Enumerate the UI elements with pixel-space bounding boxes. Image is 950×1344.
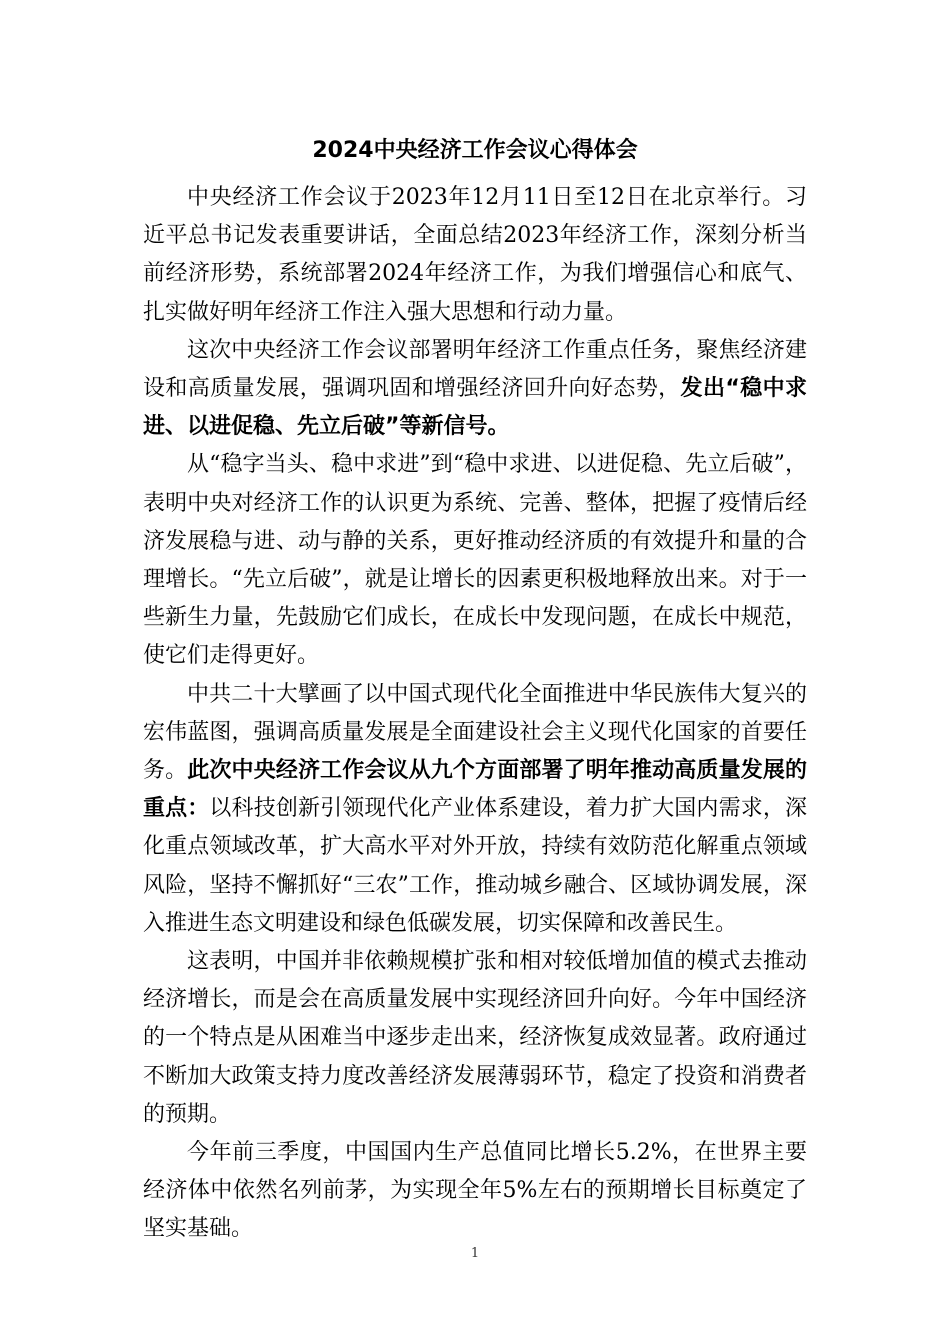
paragraph-text: 从“稳字当头、稳中求进”到“稳中求进、以进促稳、先立后破”，表明中央对经济工作的认识更为系统、完善、整体，把握了疫情后经济发展稳与进、动与静的关系，更好推动经济质的有效提升和量的合理增长。“先立后破”，就是让增长的因素更积极地释放出来。对于一些新生力量，先鼓励它们成长，在成长中发现问题，在成长中规范，使它们走得更好。 <box>143 452 807 669</box>
page-number: 1 <box>470 1246 480 1261</box>
paragraph-6 <box>143 1134 807 1249</box>
paragraph-3 <box>143 446 807 675</box>
paragraph-text: 这次中央经济工作会议部署明年经济工作重点任务，聚焦经济建设和高质量发展，强调巩固和增强经济回升向好态势， <box>143 337 807 402</box>
paragraph-text: 这表明，中国并非依赖规模扩张和相对较低增加值的模式去推动经济增长，而是会在高质量发展中实现经济回升向好。今年中国经济的一个特点是从困难当中逐步走出来，经济恢复成效显著。政府通过不断加大政策支持力度改善经济发展薄弱环节，稳定了投资和消费者的预期。 <box>143 949 807 1127</box>
paragraph-1 <box>143 179 807 332</box>
emphasis-text: 发出“稳中求进、以进促稳、先立后破”等新信号。 <box>143 376 807 440</box>
paragraph-4 <box>143 676 807 943</box>
paragraph-text: 中央经济工作会议于2023年12月11日至12日在北京举行。习近平总书记发表重要讲话，全面总结2023年经济工作，深刻分析当前经济形势，系统部署2024年经济工作，为我们增强信心和底气、扎实做好明年经济工作注入强大思想和行动力量。 <box>143 185 807 325</box>
paragraph-5 <box>143 943 807 1134</box>
document-title: 2024中央经济工作会议心得体会 <box>312 138 638 163</box>
document-body <box>143 179 807 1249</box>
paragraph-2 <box>143 332 807 447</box>
paragraph-text: 今年前三季度，中国国内生产总值同比增长5.2%，在世界主要经济体中依然名列前茅，为实现全年5%左右的预期增长目标奠定了坚实基础。 <box>143 1140 807 1242</box>
paragraph-text: 以科技创新引领现代化产业体系建设，着力扩大国内需求，深化重点领域改革，扩大高水平对外开放，持续有效防范化解重点领域风险，坚持不懈抓好“三农”工作，推动城乡融合、区域协调发展，深入推进生态文明建设和绿色低碳发展，切实保障和改善民生。 <box>143 796 807 936</box>
paragraph-text: 中共二十大擘画了以中国式现代化全面推进中华民族伟大复兴的宏伟蓝图，强调高质量发展是全面建设社会主义现代化国家的首要任务。 <box>143 681 807 784</box>
emphasis-text: 此次中央经济工作会议从九个方面部署了明年推动高质量发展的重点： <box>143 758 807 822</box>
